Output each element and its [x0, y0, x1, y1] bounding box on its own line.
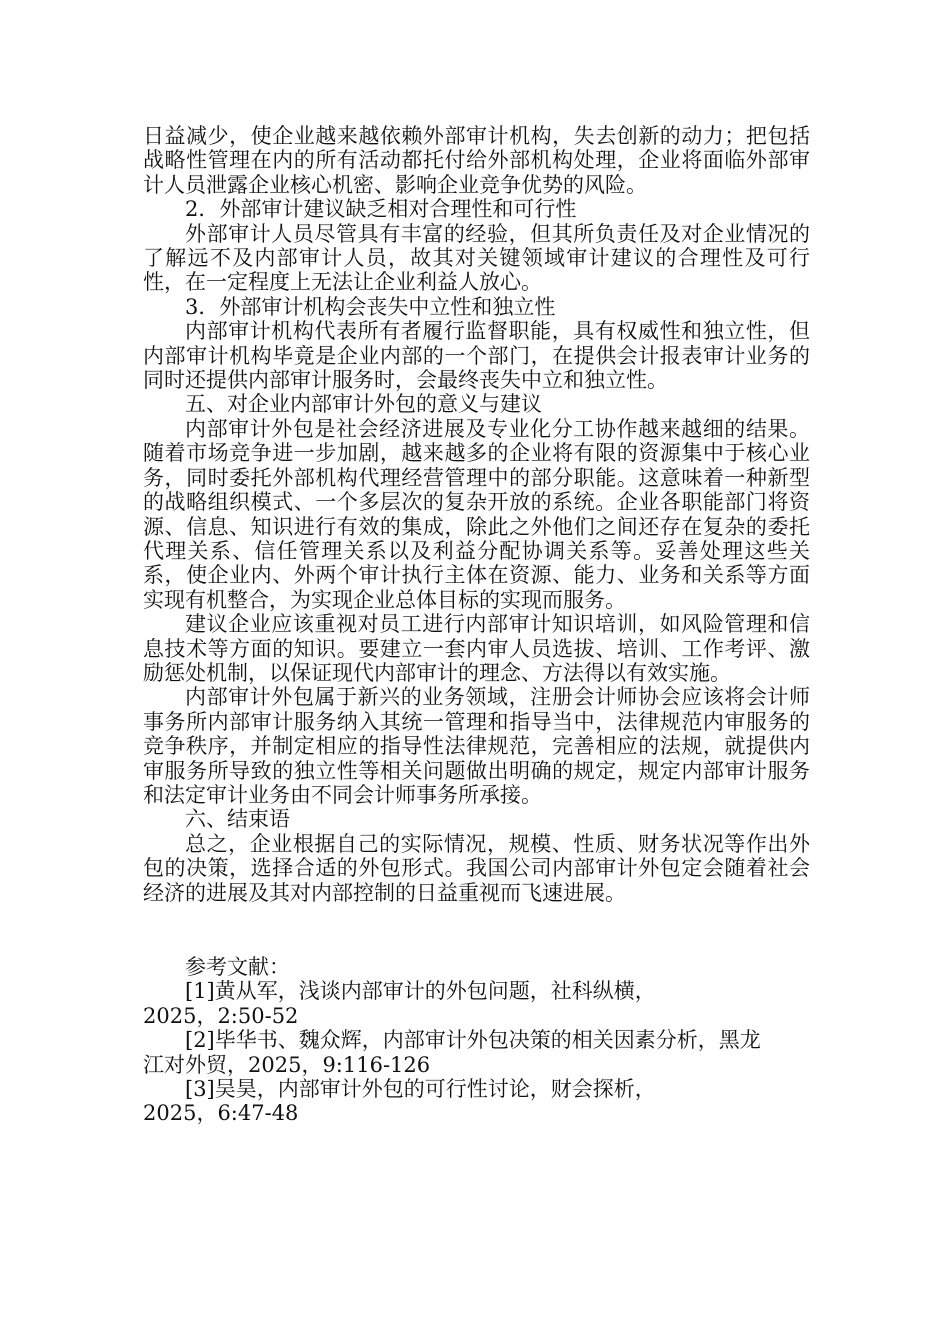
body-text: [143, 124, 810, 905]
document-page: [143, 124, 810, 1126]
paragraph: 建议企业应该重视对员工进行内部审计知识培训，如风险管理和信息技术等方面的知识。要建立一套内审人员选拔、培训、工作考评、激励惩处机制，以保证现代内部审计的理念、方法得以有效实施。: [143, 612, 810, 685]
references-heading: 参考文献：: [185, 955, 290, 979]
reference-item-2-cont: 江对外贸，2025，9:116-126: [143, 1052, 431, 1077]
reference-item-1-cont: 2025，2:50-52: [143, 1003, 299, 1028]
reference-item-3: [3]吴昊，内部审计外包的可行性讨论，财会探析，: [185, 1077, 656, 1102]
paragraph: 内部审计外包属于新兴的业务领域，注册会计师协会应该将会计师事务所内部审计服务纳入其统一管理和指导当中，法律规范内审服务的竞争秩序，并制定相应的指导性法律规范，完善相应的法规，就提供内审服务所导致的独立性等相关问题做出明确的规定，规定内部审计服务和法定审计业务由不同会计师事务所承接。: [143, 685, 810, 807]
paragraph: 内部审计外包是社会经济进展及专业化分工协作越来越细的结果。随着市场竞争进一步加剧，越来越多的企业将有限的资源集中于核心业务，同时委托外部机构代理经营管理中的部分职能。这意味着一种新型的战略组织模式、一个多层次的复杂开放的系统。企业各职能部门将资源、信息、知识进行有效的集成，除此之外他们之间还存在复杂的委托代理关系、信任管理关系以及利益分配协调关系等。妥善处理这些关系，使企业内、外两个审计执行主体在资源、能力、业务和关系等方面实现有机整合，为实现企业总体目标的实现而服务。: [143, 416, 810, 612]
paragraph: 总之，企业根据自己的实际情况，规模、性质、财务状况等作出外包的决策，选择合适的外包形式。我国公司内部审计外包定会随着社会经济的进展及其对内部控制的日益重视而飞速进展。: [143, 831, 810, 905]
references: [143, 955, 810, 1126]
subheading-3: 3．外部审计机构会丧失中立性和独立性: [185, 294, 556, 319]
paragraph: 外部审计人员尽管具有丰富的经验，但其所负责任及对企业情况的了解远不及内部审计人员，故其对关键领域审计建议的合理性及可行性，在一定程度上无法让企业利益人放心。: [143, 221, 810, 295]
subheading-2: 2．外部审计建议缺乏相对合理性和可行性: [185, 197, 577, 222]
paragraph: 内部审计机构代表所有者履行监督职能，具有权威性和独立性，但内部审计机构毕竟是企业内部的一个部门，在提供会计报表审计业务的同时还提供内部审计服务时，会最终丧失中立和独立性。: [143, 319, 810, 393]
section-heading-6: 六、结束语: [185, 807, 290, 832]
reference-item-3-cont: 2025，6:47-48: [143, 1101, 299, 1126]
paragraph-continuation: 日益减少，使企业越来越依赖外部审计机构，失去创新的动力；把包括战略性管理在内的所有活动都托付给外部机构处理，企业将面临外部审计人员泄露企业核心机密、影响企业竞争优势的风险。: [143, 124, 810, 197]
reference-item-2: [2]毕华书、魏众辉，内部审计外包决策的相关因素分析，黑龙: [185, 1028, 761, 1053]
reference-item-1: [1]黄从军，浅谈内部审计的外包问题，社科纵横，: [185, 979, 656, 1004]
section-heading-5: 五、对企业内部审计外包的意义与建议: [185, 392, 542, 417]
